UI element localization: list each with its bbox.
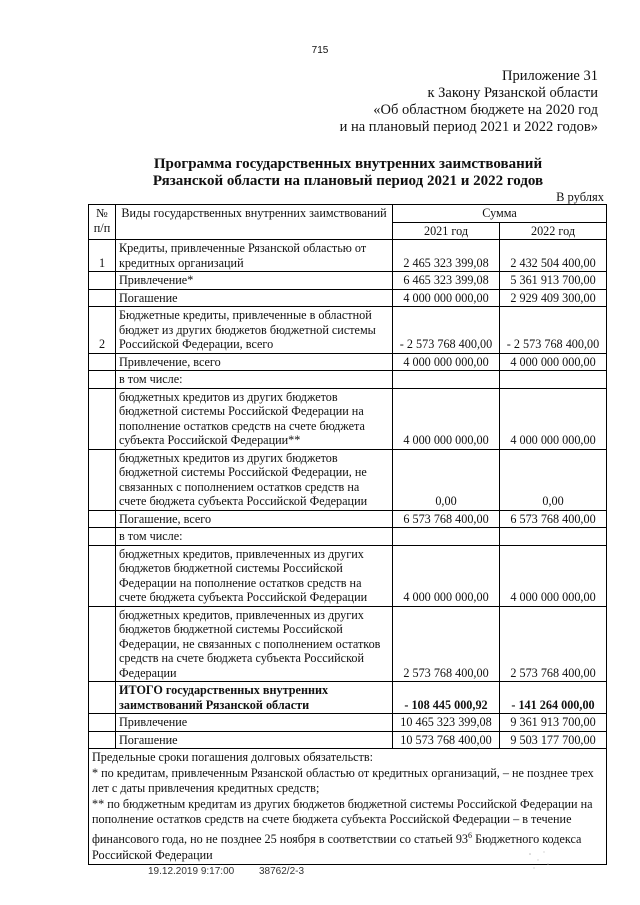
appendix-line: «Об областном бюджете на 2020 год [373, 102, 598, 118]
table-row [89, 240, 607, 272]
row-amount-2021: 4 000 000 000,00 [393, 289, 500, 307]
table-row [89, 606, 607, 682]
currency-note: В рублях [556, 190, 604, 204]
row-number [89, 272, 116, 290]
row-amount-2022: - 141 264 000,00 [500, 682, 607, 714]
note-2-superscript: 6 [468, 830, 473, 840]
row-number [89, 545, 116, 606]
row-label: Привлечение, всего [116, 353, 393, 371]
row-amount-2022: 2 929 409 300,00 [500, 289, 607, 307]
appendix-line: и на плановый период 2021 и 2022 годов» [339, 119, 598, 135]
header-number-line: п/п [93, 220, 111, 235]
header-year-2021: 2021 год [393, 222, 500, 240]
row-amount-2022: 2 573 768 400,00 [500, 606, 607, 682]
row-number: 1 [89, 240, 116, 272]
row-label: ИТОГО государственных внутренних заимствований Рязанской области [116, 682, 393, 714]
row-amount-2021: 6 465 323 399,08 [393, 272, 500, 290]
row-label: Погашение [116, 289, 393, 307]
row-amount-2021: 4 000 000 000,00 [393, 545, 500, 606]
note-2-end: Бюджетного кодекса Российской Федерации [92, 832, 582, 862]
document-title [88, 156, 608, 190]
row-amount-2021: - 108 445 000,92 [393, 682, 500, 714]
table-row [89, 307, 607, 354]
table-row [89, 449, 607, 510]
row-amount-2022 [500, 528, 607, 546]
row-label: в том числе: [116, 528, 393, 546]
table-row [89, 682, 607, 714]
appendix-line: к Закону Рязанской области [427, 85, 598, 101]
header-year-2022: 2022 год [500, 222, 607, 240]
row-amount-2021: 10 465 323 399,08 [393, 714, 500, 732]
table-row [89, 272, 607, 290]
row-label: Бюджетные кредиты, привлеченные в областной бюджет из других бюджетов бюджетной системы Российской Федерации, всего [116, 307, 393, 354]
appendix-heading [340, 68, 598, 136]
scan-specks [524, 846, 554, 876]
footer-stamp [148, 866, 326, 877]
row-label: Привлечение [116, 714, 393, 732]
header-kind: Виды государственных внутренних заимствований [116, 205, 393, 240]
row-label: бюджетных кредитов из других бюджетов бюджетной системы Российской Федерации, не связанных с пополнением остатков средств на счете бюджета субъекта Российской Федерации [116, 449, 393, 510]
table-row [89, 528, 607, 546]
table-row [89, 289, 607, 307]
title-line: Рязанской области на плановый период 2021 и 2022 годов [152, 173, 544, 189]
row-amount-2022: 4 000 000 000,00 [500, 545, 607, 606]
table-row [89, 371, 607, 389]
table-row [89, 545, 607, 606]
row-label: Погашение, всего [116, 510, 393, 528]
row-amount-2022: 9 503 177 700,00 [500, 731, 607, 749]
row-label: в том числе: [116, 371, 393, 389]
row-amount-2022: 6 573 768 400,00 [500, 510, 607, 528]
row-amount-2022: 2 432 504 400,00 [500, 240, 607, 272]
row-number [89, 510, 116, 528]
row-number [89, 371, 116, 389]
row-amount-2021: 4 000 000 000,00 [393, 388, 500, 449]
row-label: бюджетных кредитов, привлеченных из других бюджетов бюджетной системы Российской Федерации на пополнение остатков средств на счете бюджета субъекта Российской Федерации [116, 545, 393, 606]
row-number [89, 714, 116, 732]
row-amount-2021: 6 573 768 400,00 [393, 510, 500, 528]
row-number [89, 353, 116, 371]
borrowings-table [88, 204, 607, 865]
row-number: 2 [89, 307, 116, 354]
row-amount-2021: 0,00 [393, 449, 500, 510]
row-number [89, 528, 116, 546]
appendix-line: Приложение 31 [502, 68, 598, 84]
row-amount-2022 [500, 371, 607, 389]
row-number [89, 606, 116, 682]
row-label: бюджетных кредитов, привлеченных из других бюджетов бюджетной системы Российской Федерации, не связанных с пополнением остатков средств на счете бюджета субъекта Российской Федерации [116, 606, 393, 682]
row-label: бюджетных кредитов из других бюджетов бюджетной системы Российской Федерации на пополнение остатков средств на счете бюджета субъекта Российской Федерации** [116, 388, 393, 449]
header-number [89, 205, 116, 240]
row-label: Погашение [116, 731, 393, 749]
row-number [89, 449, 116, 510]
row-number [89, 731, 116, 749]
row-number [89, 289, 116, 307]
table-header-row [89, 205, 607, 223]
row-amount-2022: 5 361 913 700,00 [500, 272, 607, 290]
footer-doc-code: 38762/2-3 [258, 866, 305, 877]
row-amount-2021: 2 465 323 399,08 [393, 240, 500, 272]
row-number [89, 388, 116, 449]
table-row [89, 353, 607, 371]
table-row [89, 714, 607, 732]
row-amount-2021: 4 000 000 000,00 [393, 353, 500, 371]
row-amount-2022: 4 000 000 000,00 [500, 388, 607, 449]
row-amount-2021: 2 573 768 400,00 [393, 606, 500, 682]
row-amount-2022: - 2 573 768 400,00 [500, 307, 607, 354]
note-1: * по кредитам, привлеченным Рязанской областью от кредитных организаций, – не позднее трех лет с даты привлечения кредитных средств; [92, 765, 594, 796]
row-amount-2021: - 2 573 768 400,00 [393, 307, 500, 354]
row-amount-2022: 4 000 000 000,00 [500, 353, 607, 371]
row-amount-2022: 0,00 [500, 449, 607, 510]
header-sum: Сумма [393, 205, 607, 223]
page-number: 715 [311, 45, 329, 56]
row-amount-2021 [393, 528, 500, 546]
row-label: Кредиты, привлеченные Рязанской областью от кредитных организаций [116, 240, 393, 272]
title-line: Программа государственных внутренних заимствований [153, 156, 543, 172]
row-amount-2022: 9 361 913 700,00 [500, 714, 607, 732]
table-row [89, 510, 607, 528]
row-amount-2021: 10 573 768 400,00 [393, 731, 500, 749]
footer-timestamp: 19.12.2019 9:17:00 [148, 866, 235, 877]
table-row [89, 388, 607, 449]
row-number [89, 682, 116, 714]
note-2-text: ** по бюджетным кредитам из других бюджетов бюджетной системы Российской Федерации на пополнение остатков средств на счете бюджета субъекта Российской Федерации – в течение финансового года, но не позднее 25 ноября в соответствии со статьей 93 [92, 796, 593, 847]
header-number-line: № [96, 206, 108, 220]
table-row [89, 731, 607, 749]
row-label: Привлечение* [116, 272, 393, 290]
row-amount-2021 [393, 371, 500, 389]
notes-heading: Предельные сроки погашения долговых обязательств: [92, 750, 374, 764]
